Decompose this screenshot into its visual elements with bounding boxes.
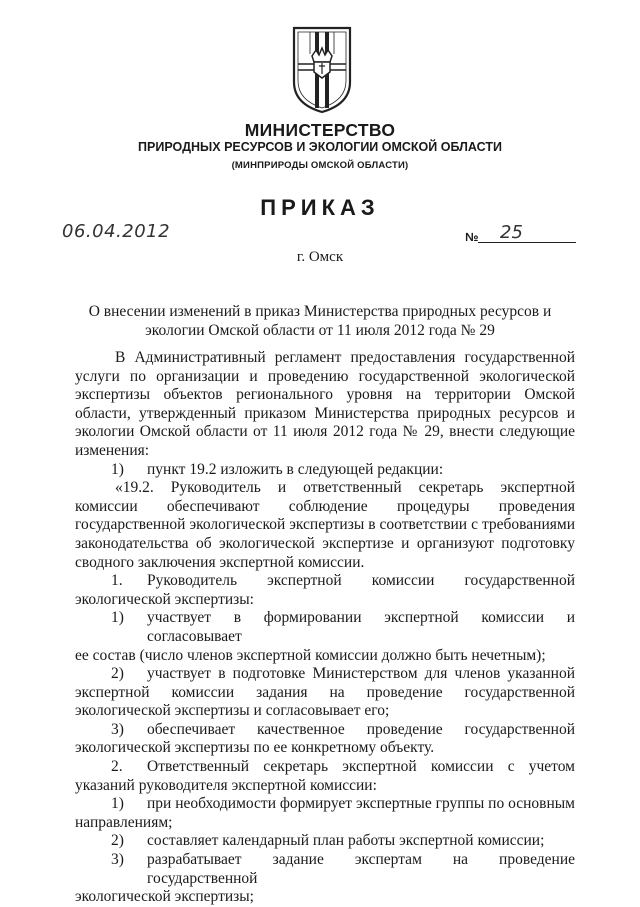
item-text: обеспечивает качественное проведение государственной — [147, 720, 575, 738]
ministry-abbreviation: (МИНПРИРОДЫ ОМСКОЙ ОБЛАСТИ) — [231, 160, 409, 171]
list-item — [75, 665, 575, 684]
item-continuation: экологической экспертизы; — [75, 888, 254, 906]
section-1-heading — [75, 572, 575, 591]
item-text: пункт 19.2 изложить в следующей редакции: — [147, 460, 444, 478]
order-number-label: № — [465, 230, 479, 244]
document-type: ПРИКАЗ — [260, 195, 380, 220]
item-marker: 2) — [111, 832, 124, 850]
section-marker: 1. — [111, 572, 123, 590]
list-item — [75, 721, 575, 740]
item-marker: 3) — [111, 720, 124, 738]
item-marker: 2) — [111, 665, 124, 683]
section-text: Ответственный секретарь экспертной комиссии с учетом — [147, 758, 575, 776]
section-2-heading — [75, 758, 575, 777]
item-continuation: экологической экспертизы по ее конкретному объекту. — [75, 739, 435, 757]
list-item — [75, 609, 575, 646]
order-date: 06.04.2012 — [62, 221, 171, 242]
ministry-subtitle: ПРИРОДНЫХ РЕСУРСОВ И ЭКОЛОГИИ ОМСКОЙ ОБЛАСТИ — [138, 140, 502, 154]
order-number-underline — [478, 242, 576, 243]
list-item — [75, 795, 575, 814]
order-number: 25 — [500, 222, 523, 243]
item-continuation: ее состав (число членов экспертной комиссии должно быть нечетным); — [75, 646, 546, 664]
item-continuation: направлениям; — [75, 813, 173, 831]
order-body — [75, 349, 575, 907]
city: г. Омск — [296, 249, 344, 265]
section-text: Руководитель экспертной комиссии государственной — [147, 572, 575, 590]
section-marker: 2. — [111, 758, 123, 776]
clause-19-2: «19.2. Руководитель и ответственный секретарь экспертной комиссии обеспечивают соблюдение процедуры проведения государственной экологической экспертизы в соответствии с требованиями законодательства об экологической экспертизе и организуют подготовку сводного заключения экспертной комиссии. — [75, 479, 575, 571]
order-subject: О внесении изменений в приказ Министерства природных ресурсов и экологии Омской области от 11 июля 2012 года № 29 — [88, 303, 552, 339]
item-text: участвует в подготовке Министерством для членов указанной — [147, 665, 575, 683]
list-item — [75, 832, 575, 851]
item-marker: 1) — [111, 460, 124, 478]
list-item — [75, 461, 575, 480]
item-text: составляет календарный план работы экспертной комиссии; — [147, 832, 545, 850]
intro-paragraph: В Административный регламент предоставления государственной услуги по организации и проведению государственной экологической экспертизы объектов регионального уровня на территории Омской области, утвержденный приказом Министерства природных ресурсов и экологии Омской области от 11 июля 2012 года № 29, внести следующие изменения: — [75, 349, 575, 459]
item-marker: 1) — [111, 795, 124, 813]
ministry-title: МИНИСТЕРСТВО — [244, 120, 396, 140]
item-text: при необходимости формирует экспертные группы по основным — [147, 795, 575, 813]
item-marker: 3) — [111, 851, 124, 869]
omsk-coat-of-arms-icon — [290, 24, 354, 114]
item-continuation: экспертной комиссии задания на проведение государственной экологической экспертизы и согласовывает его; — [75, 683, 575, 720]
list-item — [75, 851, 575, 888]
section-text-continuation: экологической экспертизы: — [75, 590, 254, 608]
item-text: участвует в формировании экспертной комиссии и согласовывает — [147, 609, 575, 645]
item-text: разрабатывает задание экспертам на проведение государственной — [147, 851, 575, 887]
item-marker: 1) — [111, 609, 124, 627]
section-text-continuation: указаний руководителя экспертной комиссии: — [75, 776, 377, 794]
